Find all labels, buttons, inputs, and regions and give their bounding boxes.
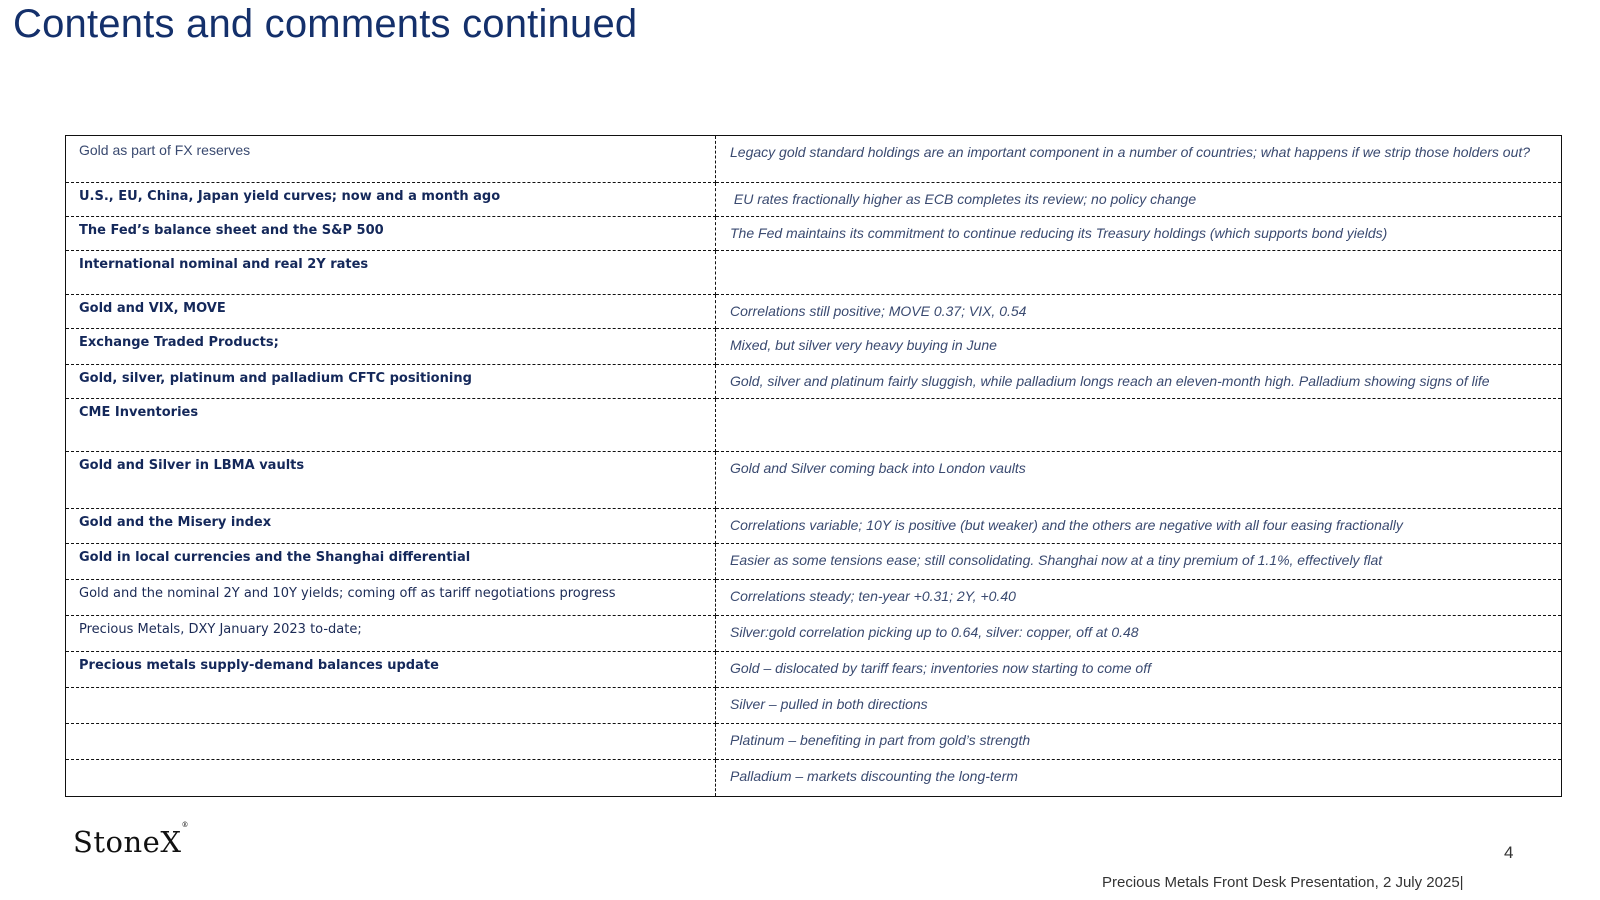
page-number: 4 xyxy=(1504,843,1514,862)
comment-cell: Gold, silver and platinum fairly sluggish, while palladium longs reach an eleven-month high. Palladium showing signs of life xyxy=(716,365,1562,399)
topic-cell: Gold and the nominal 2Y and 10Y yields; coming off as tariff negotiations progress xyxy=(66,580,716,616)
topic-cell xyxy=(66,760,716,797)
topic-cell: Gold and Silver in LBMA vaults xyxy=(66,452,716,509)
contents-table xyxy=(65,135,1562,797)
table-row xyxy=(66,509,1562,544)
table-row xyxy=(66,217,1562,251)
topic-cell xyxy=(66,688,716,724)
comment-cell: Legacy gold standard holdings are an important component in a number of countries; what happens if we strip those holders out? xyxy=(716,136,1562,183)
comment-cell: The Fed maintains its commitment to continue reducing its Treasury holdings (which supports bond yields) xyxy=(716,217,1562,251)
page-title: Contents and comments continued xyxy=(13,2,638,46)
comment-cell: Gold – dislocated by tariff fears; inventories now starting to come off xyxy=(716,652,1562,688)
table-row xyxy=(66,652,1562,688)
table-row xyxy=(66,136,1562,183)
stonex-logo xyxy=(73,821,189,859)
comment-cell xyxy=(716,399,1562,452)
table-row xyxy=(66,580,1562,616)
table-row xyxy=(66,295,1562,329)
topic-cell: Precious Metals, DXY January 2023 to-date; xyxy=(66,616,716,652)
table-row xyxy=(66,544,1562,580)
comment-cell: Correlations variable; 10Y is positive (but weaker) and the others are negative with all four easing fractionally xyxy=(716,509,1562,544)
comment-cell: Platinum – benefiting in part from gold’s strength xyxy=(716,724,1562,760)
presentation-footer: Precious Metals Front Desk Presentation, 2 July 2025| xyxy=(1102,874,1464,891)
comment-cell: Gold and Silver coming back into London vaults xyxy=(716,452,1562,509)
comment-cell: Palladium – markets discounting the long-term xyxy=(716,760,1562,797)
topic-cell: U.S., EU, China, Japan yield curves; now and a month ago xyxy=(66,183,716,217)
topic-cell: Gold in local currencies and the Shanghai differential xyxy=(66,544,716,580)
topic-cell: Gold and VIX, MOVE xyxy=(66,295,716,329)
table-row xyxy=(66,616,1562,652)
table-row xyxy=(66,399,1562,452)
topic-cell xyxy=(66,724,716,760)
topic-cell: Gold, silver, platinum and palladium CFTC positioning xyxy=(66,365,716,399)
comment-cell: Correlations still positive; MOVE 0.37; VIX, 0.54 xyxy=(716,295,1562,329)
comment-cell: Easier as some tensions ease; still consolidating. Shanghai now at a tiny premium of 1.1%, effectively flat xyxy=(716,544,1562,580)
registered-mark: ® xyxy=(181,821,189,830)
topic-cell: Gold and the Misery index xyxy=(66,509,716,544)
topic-cell: CME Inventories xyxy=(66,399,716,452)
table-row xyxy=(66,329,1562,365)
topic-cell: The Fed’s balance sheet and the S&P 500 xyxy=(66,217,716,251)
comment-cell xyxy=(716,251,1562,295)
table-row xyxy=(66,452,1562,509)
topic-cell: Precious metals supply-demand balances update xyxy=(66,652,716,688)
logo-text: StoneX xyxy=(73,825,182,859)
topic-cell: International nominal and real 2Y rates xyxy=(66,251,716,295)
comment-cell: Correlations steady; ten-year +0.31; 2Y, +0.40 xyxy=(716,580,1562,616)
comment-cell: Silver – pulled in both directions xyxy=(716,688,1562,724)
comment-cell: EU rates fractionally higher as ECB completes its review; no policy change xyxy=(716,183,1562,217)
table-row xyxy=(66,365,1562,399)
comment-cell: Mixed, but silver very heavy buying in June xyxy=(716,329,1562,365)
topic-cell: Gold as part of FX reserves xyxy=(66,136,716,183)
table-row xyxy=(66,760,1562,797)
table-row xyxy=(66,251,1562,295)
topic-cell: Exchange Traded Products; xyxy=(66,329,716,365)
table-row xyxy=(66,183,1562,217)
table-row xyxy=(66,688,1562,724)
table-row xyxy=(66,724,1562,760)
comment-cell: Silver:gold correlation picking up to 0.64, silver: copper, off at 0.48 xyxy=(716,616,1562,652)
